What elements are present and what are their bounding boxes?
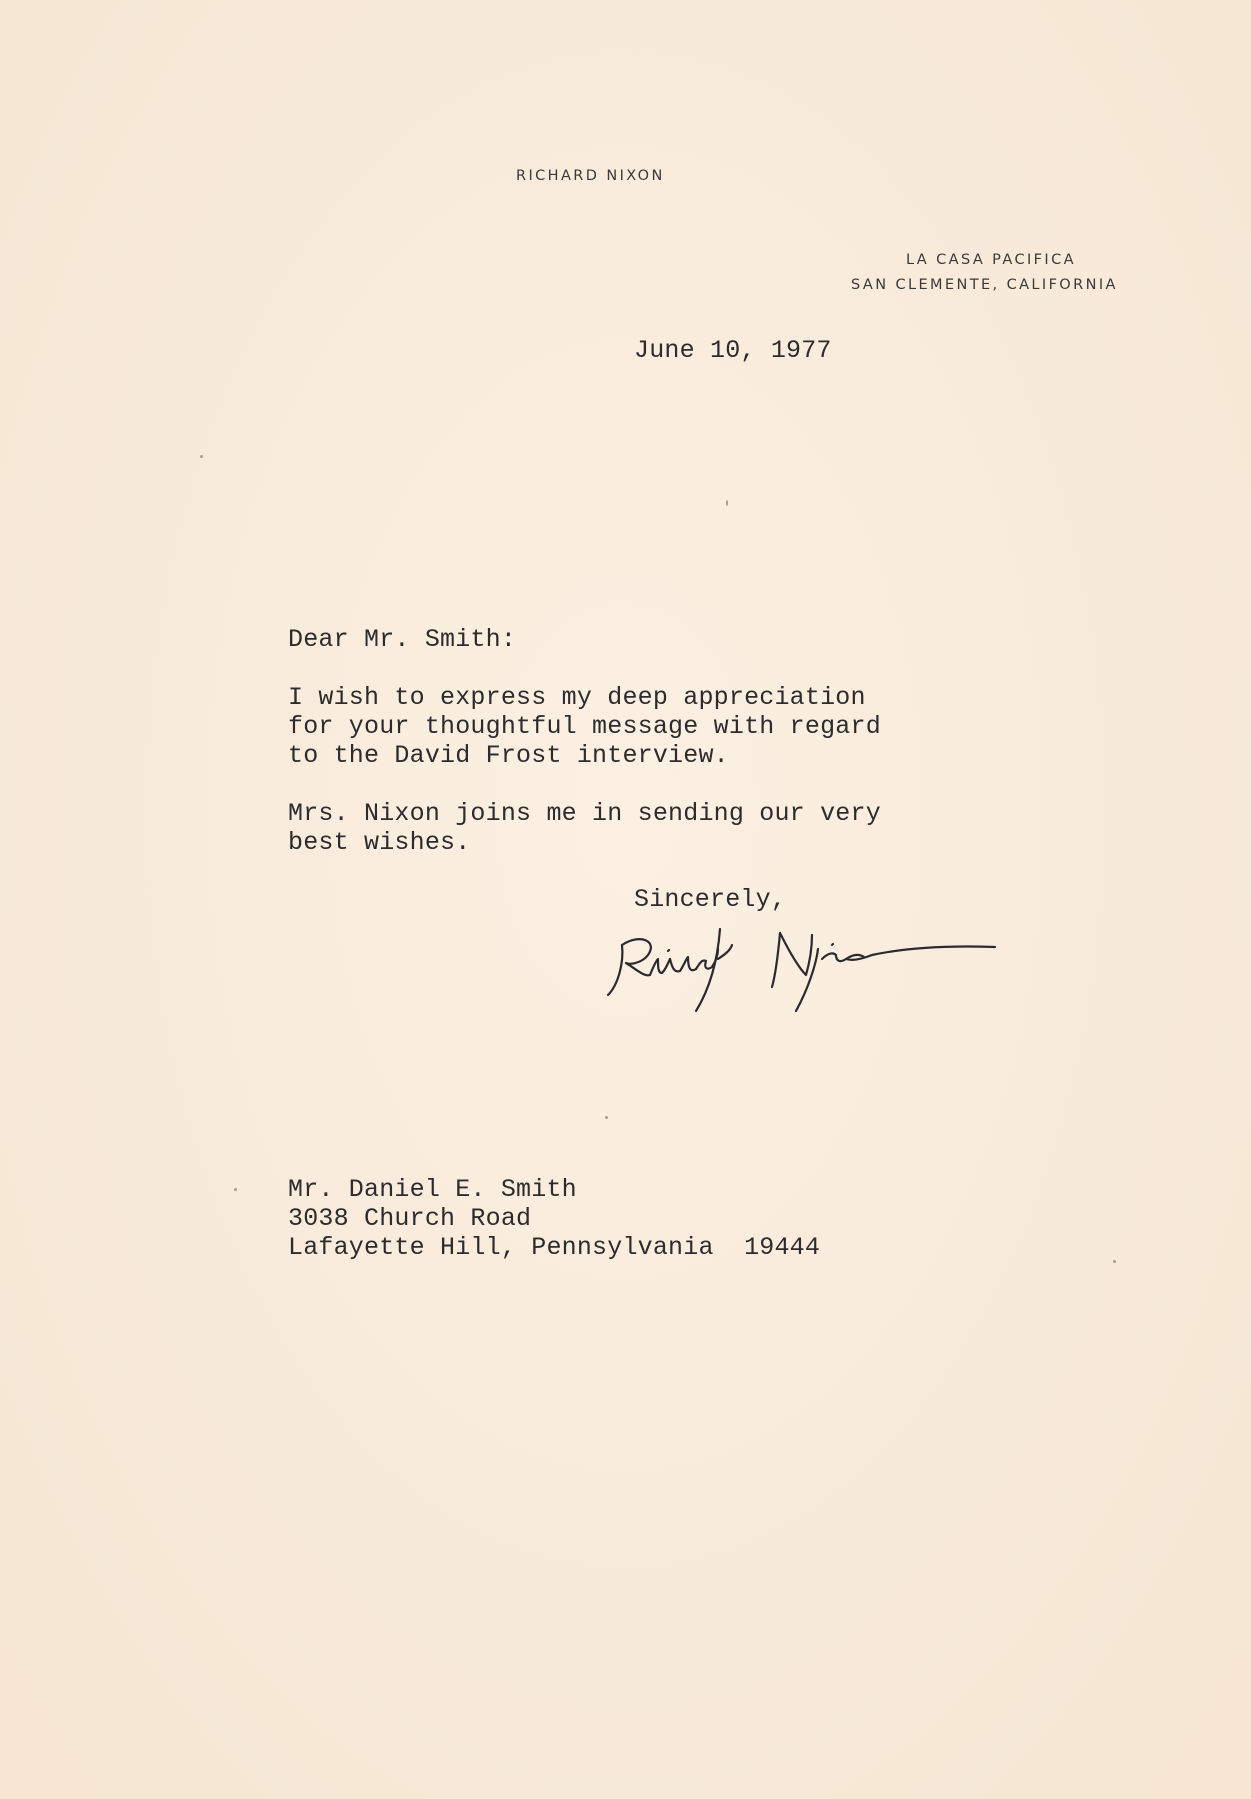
paper-speck xyxy=(1113,1260,1116,1263)
recipient-address: Mr. Daniel E. Smith 3038 Church Road Lafayette Hill, Pennsylvania 19444 xyxy=(288,1175,821,1262)
paper-speck xyxy=(200,455,203,458)
signature-image xyxy=(600,915,1030,1015)
body-paragraph-1: I wish to express my deep appreciation for your thoughtful message with regard to the David Frost interview. xyxy=(288,683,881,770)
paper-speck xyxy=(234,1188,237,1191)
salutation: Dear Mr. Smith: xyxy=(288,625,517,654)
letterhead-address-line-2: SAN CLEMENTE, CALIFORNIA xyxy=(851,277,1118,293)
closing: Sincerely, xyxy=(634,885,787,914)
paper-speck xyxy=(726,500,728,506)
body-paragraph-2: Mrs. Nixon joins me in sending our very best wishes. xyxy=(288,799,881,857)
paper-speck xyxy=(605,1116,608,1119)
letterhead-address-line-1: LA CASA PACIFICA xyxy=(906,252,1076,268)
letterhead-name: RICHARD NIXON xyxy=(516,168,665,184)
letter-date: June 10, 1977 xyxy=(634,336,832,365)
